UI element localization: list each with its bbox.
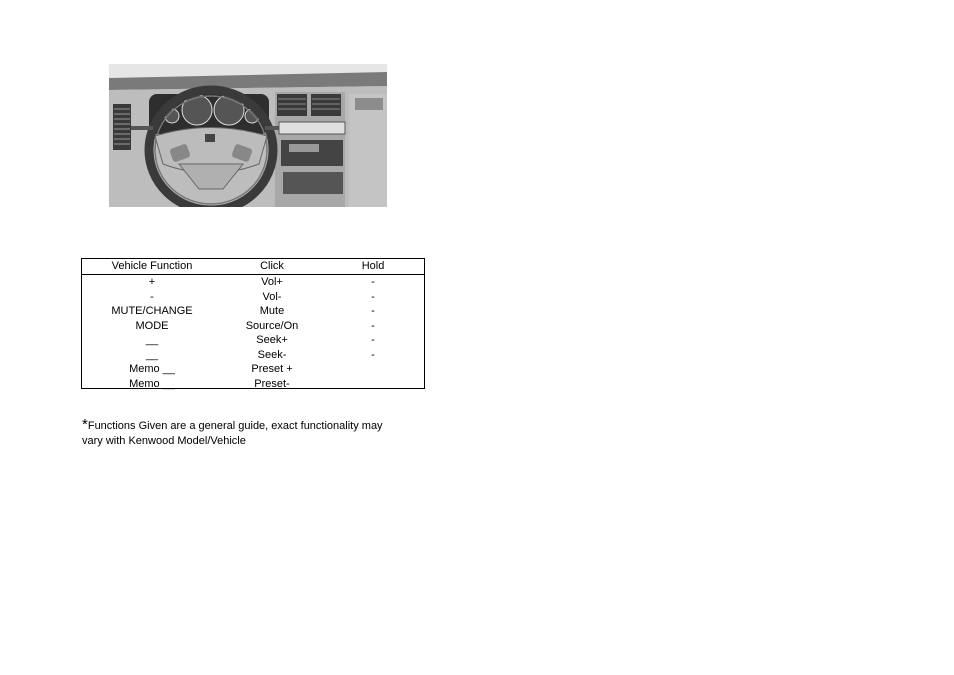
vehicle-function-table bbox=[81, 258, 425, 389]
table-cell: - bbox=[371, 305, 375, 317]
table-row bbox=[82, 319, 424, 334]
table-cell: Source/On bbox=[245, 319, 299, 332]
footnote-star: * bbox=[82, 416, 88, 433]
header-click: Click bbox=[260, 260, 284, 272]
footnote-text: Functions Given are a general guide, exact functionality may vary with Kenwood Model/Vehicle bbox=[82, 420, 383, 447]
table-cell: Memo __ bbox=[129, 363, 175, 375]
table-cell: Vol- bbox=[262, 290, 282, 303]
table-row bbox=[82, 348, 424, 363]
header-vehicle-function: Vehicle Function bbox=[111, 260, 193, 272]
table-cell: Preset- bbox=[254, 377, 290, 390]
table-row bbox=[82, 362, 424, 377]
table-cell: - bbox=[371, 319, 375, 332]
table-cell: + bbox=[148, 276, 156, 288]
table-cell: MUTE/CHANGE bbox=[111, 305, 193, 317]
footnote bbox=[82, 416, 402, 449]
steering-wheel-dashboard-image bbox=[109, 64, 387, 207]
table-cell: - bbox=[371, 348, 375, 361]
table-row bbox=[82, 290, 424, 305]
table-row bbox=[82, 333, 424, 348]
steering-wheel-dashboard-icon bbox=[109, 64, 387, 207]
table-cell: - bbox=[371, 276, 375, 288]
table-cell: Memo __ bbox=[129, 377, 175, 390]
table-row bbox=[82, 275, 424, 290]
table-cell: __ bbox=[145, 348, 159, 361]
table-cell: Preset + bbox=[251, 363, 293, 375]
table-row bbox=[82, 304, 424, 319]
table-cell: - bbox=[371, 290, 375, 303]
table-cell: MODE bbox=[135, 319, 169, 332]
table-cell: - bbox=[371, 334, 375, 346]
table-cell: Vol+ bbox=[261, 276, 283, 288]
table-header-row bbox=[82, 259, 424, 275]
table-row bbox=[82, 377, 424, 392]
table-cell: Seek+ bbox=[256, 334, 288, 346]
table-cell: Seek- bbox=[257, 348, 287, 361]
table-cell: Mute bbox=[259, 305, 285, 317]
table-cell: - bbox=[150, 290, 154, 303]
table-cell bbox=[322, 377, 424, 392]
header-hold: Hold bbox=[361, 260, 385, 272]
table-cell: __ bbox=[145, 334, 159, 346]
table-cell bbox=[322, 362, 424, 377]
